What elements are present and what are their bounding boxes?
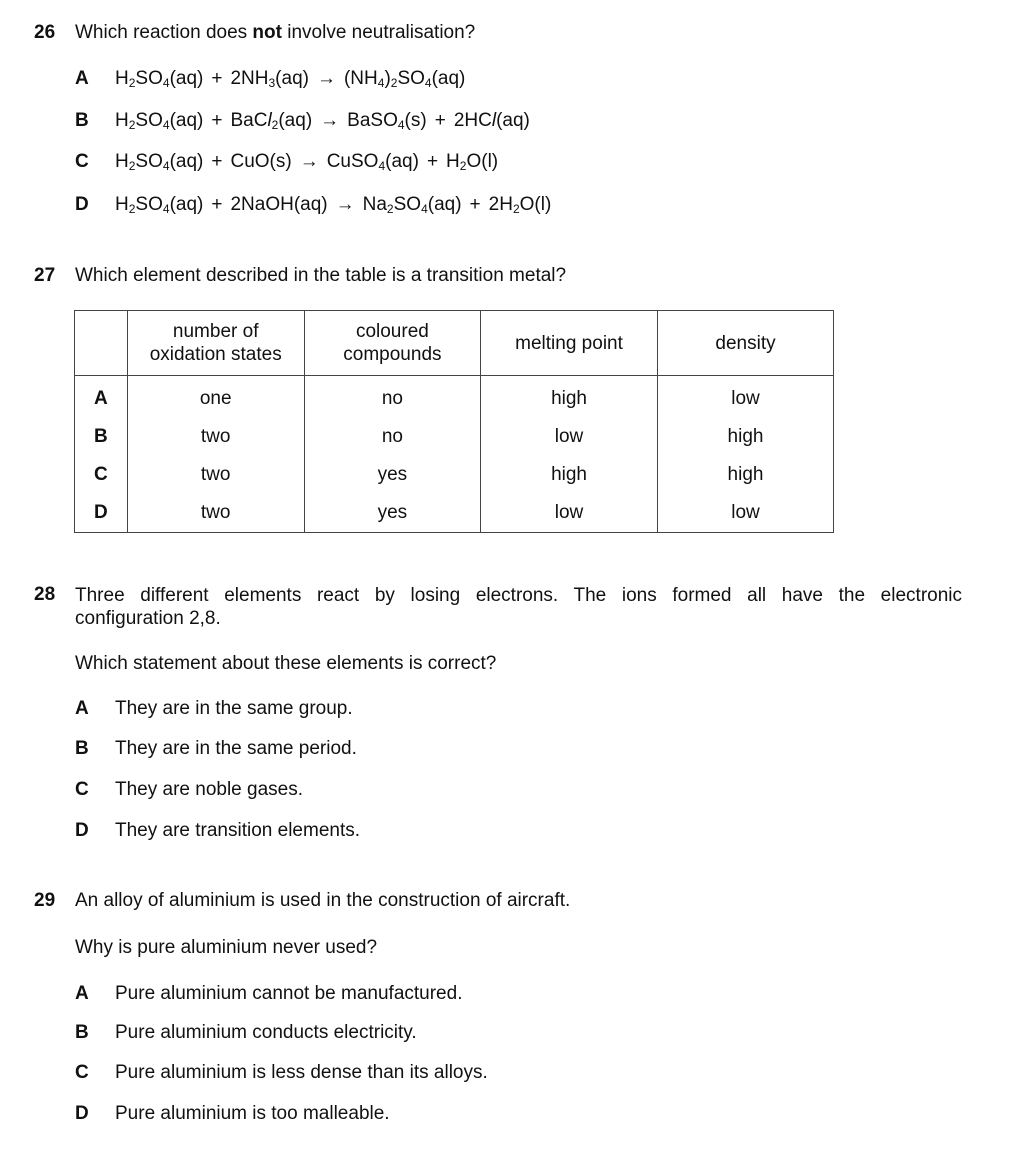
cell-melting-point: high [481, 456, 658, 494]
option-letter: D [75, 820, 89, 841]
row-letter: C [75, 456, 128, 494]
question-number: 28 [34, 584, 56, 605]
cell-oxidation-states: two [127, 494, 304, 533]
equation-c: $H_2SO_4(aq) + CuO(s)$ → CuSO$_4$(aq) + $H_2O(l)$ [115, 151, 499, 173]
option-letter: C [75, 1062, 89, 1083]
equation-b: $H_2SO_4(aq)$ + BaCl$_2$(aq) → BaSO$_4$(s) + 2HCl(aq) [115, 110, 530, 132]
table-header-row [75, 311, 834, 376]
option-a[interactable] [0, 68, 1031, 94]
cell-coloured-compounds: no [304, 418, 480, 456]
cell-melting-point: high [481, 376, 658, 419]
question-stem: Which element described in the table is a transition metal? [75, 265, 567, 286]
option-letter: B [75, 738, 89, 759]
option-text: Pure aluminium is too malleable. [115, 1103, 390, 1124]
option-text: Pure aluminium cannot be manufactured. [115, 983, 463, 1004]
table-row[interactable] [75, 456, 834, 494]
option-letter: D [75, 194, 89, 215]
option-c[interactable] [0, 779, 1031, 805]
option-text: They are transition elements. [115, 820, 361, 841]
question-number: 27 [34, 265, 56, 286]
cell-density: low [658, 376, 834, 419]
option-d[interactable] [0, 194, 1031, 220]
header-line: melting point [515, 332, 623, 354]
equation-a: $H_2SO_4(aq) + 2NH_3(aq) \to (NH_4)_2SO_4(aq)$ [115, 68, 466, 90]
stem-emphasis: not [252, 22, 282, 43]
header-oxidation-states [127, 311, 304, 376]
option-text: They are noble gases. [115, 779, 304, 800]
cell-oxidation-states: two [127, 456, 304, 494]
header-density [658, 311, 834, 376]
header-line: coloured [355, 321, 429, 342]
stem-line: configuration 2,8. [75, 608, 221, 629]
question-number: 29 [34, 890, 56, 911]
question-stem [75, 584, 962, 630]
option-d[interactable] [0, 1103, 1031, 1129]
option-text: Pure aluminium conducts electricity. [115, 1022, 417, 1043]
option-a[interactable] [0, 698, 1031, 724]
equation-d: $H_2SO_4(aq)$ + 2NaOH(aq) → $Na_2SO_4(aq) + 2H_2O(l)$ [115, 194, 552, 216]
cell-coloured-compounds: yes [304, 494, 480, 533]
header-line: density [715, 332, 776, 354]
stem-text: involve neutralisation? [281, 22, 476, 43]
cell-oxidation-states: one [127, 376, 304, 419]
option-d[interactable] [0, 820, 1031, 846]
option-text: Pure aluminium is less dense than its alloys. [115, 1062, 488, 1083]
option-text: They are in the same group. [115, 698, 353, 719]
option-b[interactable] [0, 110, 1031, 136]
cell-coloured-compounds: yes [304, 456, 480, 494]
stem-line: Three different elements react by losing electrons. The ions formed all have the electronic [75, 585, 962, 606]
cell-density: high [658, 456, 834, 494]
option-letter: B [75, 110, 89, 131]
question-prompt: Which statement about these elements is correct? [75, 653, 497, 674]
table-row[interactable] [75, 418, 834, 456]
cell-density: high [658, 418, 834, 456]
option-letter: C [75, 779, 89, 800]
option-letter: A [75, 698, 89, 719]
header-line: number of [172, 321, 259, 342]
header-blank [75, 311, 128, 376]
header-melting-point [481, 311, 658, 376]
option-text: They are in the same period. [115, 738, 357, 759]
option-c[interactable] [0, 151, 1031, 177]
option-letter: A [75, 983, 89, 1004]
cell-oxidation-states: two [127, 418, 304, 456]
question-stem [75, 22, 475, 44]
cell-melting-point: low [481, 494, 658, 533]
table-row[interactable] [75, 376, 834, 419]
header-line: compounds [343, 344, 442, 365]
row-letter: B [75, 418, 128, 456]
cell-melting-point: low [481, 418, 658, 456]
option-letter: D [75, 1103, 89, 1124]
cell-coloured-compounds: no [304, 376, 480, 419]
question-stem: An alloy of aluminium is used in the construction of aircraft. [75, 890, 571, 911]
option-b[interactable] [0, 1022, 1031, 1048]
row-letter: A [75, 376, 128, 419]
header-coloured-compounds [304, 311, 480, 376]
option-b[interactable] [0, 738, 1031, 764]
option-letter: B [75, 1022, 89, 1043]
properties-table [74, 310, 834, 533]
question-number: 26 [34, 22, 56, 43]
option-letter: C [75, 151, 89, 172]
cell-density: low [658, 494, 834, 533]
header-line: oxidation states [149, 344, 282, 365]
question-prompt: Why is pure aluminium never used? [75, 937, 378, 958]
row-letter: D [75, 494, 128, 533]
stem-text: Which reaction does [75, 22, 253, 43]
option-letter: A [75, 68, 89, 89]
option-c[interactable] [0, 1062, 1031, 1088]
option-a[interactable] [0, 983, 1031, 1009]
table-row[interactable] [75, 494, 834, 533]
